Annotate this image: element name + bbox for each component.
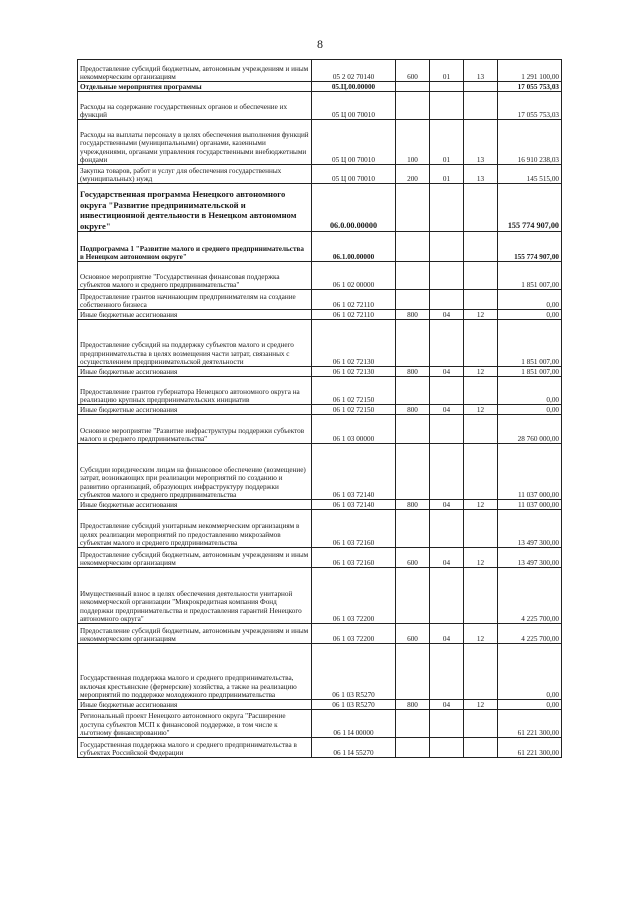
row-expense-type [396, 738, 430, 758]
table-row [78, 624, 562, 644]
row-code: 06 1 03 72140 [312, 444, 396, 500]
row-section [430, 377, 464, 405]
row-section [430, 510, 464, 548]
table-row [78, 738, 562, 758]
row-section: 04 [430, 548, 464, 568]
table-row [78, 82, 562, 92]
table-row [78, 500, 562, 510]
row-subsection [464, 232, 498, 262]
table-row [78, 120, 562, 165]
row-subsection [464, 262, 498, 290]
row-code: 06.1.00.00000 [312, 232, 396, 262]
table-row [78, 310, 562, 320]
row-section [430, 738, 464, 758]
row-expense-type: 200 [396, 165, 430, 184]
row-amount: 17 055 753,03 [498, 82, 562, 92]
row-expense-type: 800 [396, 367, 430, 377]
row-code: 06 1 03 72160 [312, 548, 396, 568]
table-row [78, 92, 562, 120]
row-code: 06 1 02 72130 [312, 320, 396, 367]
row-code: 06 1 03 72160 [312, 510, 396, 548]
row-code: 06 1 02 72110 [312, 290, 396, 310]
row-code: 06 1 03 72200 [312, 624, 396, 644]
row-section: 01 [430, 120, 464, 165]
row-code: 05.Ц.00.00000 [312, 82, 396, 92]
row-expense-type [396, 82, 430, 92]
row-subsection: 12 [464, 367, 498, 377]
row-code: 05 Ц 00 70010 [312, 120, 396, 165]
row-code: 06 1 02 72130 [312, 367, 396, 377]
row-code: 06 1 03 R5270 [312, 700, 396, 710]
row-expense-type [396, 92, 430, 120]
row-subsection: 12 [464, 700, 498, 710]
row-name: Основное мероприятие "Государственная финансовая поддержка субъектов малого и среднего предпринимательства" [78, 262, 312, 290]
row-amount: 0,00 [498, 290, 562, 310]
row-section [430, 262, 464, 290]
row-code: 06 1 02 72150 [312, 377, 396, 405]
row-subsection [464, 92, 498, 120]
row-expense-type [396, 262, 430, 290]
row-expense-type: 800 [396, 310, 430, 320]
table-row [78, 548, 562, 568]
row-section [430, 92, 464, 120]
row-name: Расходы на содержание государственных органов и обеспечение их функций [78, 92, 312, 120]
row-amount: 11 037 000,00 [498, 500, 562, 510]
row-code: 06 1 02 00000 [312, 262, 396, 290]
row-section: 01 [430, 165, 464, 184]
row-expense-type: 100 [396, 120, 430, 165]
row-amount: 4 225 700,00 [498, 568, 562, 624]
row-amount: 13 497 300,00 [498, 510, 562, 548]
row-subsection [464, 82, 498, 92]
row-amount: 61 221 300,00 [498, 738, 562, 758]
table-row [78, 415, 562, 444]
row-subsection [464, 415, 498, 444]
row-code: 06 1 03 72200 [312, 568, 396, 624]
row-section [430, 320, 464, 367]
row-amount: 0,00 [498, 377, 562, 405]
row-code: 06.0.00.00000 [312, 184, 396, 232]
row-amount: 0,00 [498, 405, 562, 415]
row-subsection: 12 [464, 500, 498, 510]
row-subsection: 13 [464, 120, 498, 165]
table-row [78, 165, 562, 184]
row-section [430, 710, 464, 738]
budget-table-body [78, 60, 562, 758]
row-section: 04 [430, 624, 464, 644]
row-expense-type [396, 710, 430, 738]
table-row [78, 184, 562, 232]
table-row [78, 405, 562, 415]
table-row [78, 710, 562, 738]
row-code: 05 2 02 70140 [312, 60, 396, 82]
row-expense-type: 600 [396, 60, 430, 82]
row-expense-type: 600 [396, 548, 430, 568]
row-name: Государственная поддержка малого и среднего предпринимательства, включая крестьянские (фермерские) хозяйства, а также на реализацию мероприятий по поддержке молодежного предпринимательства [78, 644, 312, 700]
row-amount: 1 851 007,00 [498, 320, 562, 367]
row-name: Отдельные мероприятия программы [78, 82, 312, 92]
row-section [430, 444, 464, 500]
row-code: 06 1 03 00000 [312, 415, 396, 444]
row-name: Иные бюджетные ассигнования [78, 367, 312, 377]
row-section: 04 [430, 405, 464, 415]
row-name: Предоставление субсидий бюджетным, автономным учреждениям и иным некоммерческим организациям [78, 624, 312, 644]
row-code: 05 Ц 00 70010 [312, 92, 396, 120]
row-section: 04 [430, 500, 464, 510]
row-section [430, 232, 464, 262]
row-expense-type [396, 320, 430, 367]
row-amount: 13 497 300,00 [498, 548, 562, 568]
row-name: Имущественный взнос в целях обеспечения деятельности унитарной некоммерческой организации "Микрокредитная компания Фонд поддержки предпринимательства и предоставления гарантий Ненецкого автономного округа" [78, 568, 312, 624]
row-subsection [464, 568, 498, 624]
row-subsection: 12 [464, 548, 498, 568]
row-amount: 0,00 [498, 644, 562, 700]
row-name: Расходы на выплаты персоналу в целях обеспечения выполнения функций государственными (муниципальными) органами, казенными учреждениями, органами управления государственными внебюджетными фондами [78, 120, 312, 165]
row-expense-type [396, 290, 430, 310]
row-expense-type [396, 568, 430, 624]
row-amount: 28 760 000,00 [498, 415, 562, 444]
row-amount: 1 851 007,00 [498, 262, 562, 290]
row-subsection [464, 320, 498, 367]
table-row [78, 232, 562, 262]
row-subsection: 12 [464, 310, 498, 320]
row-code: 06 1 03 72140 [312, 500, 396, 510]
page-number: 8 [317, 37, 323, 51]
row-amount: 61 221 300,00 [498, 710, 562, 738]
row-name: Предоставление субсидий унитарным некоммерческим организациям в целях реализации мероприятий по предоставлению микрозаймов субъектам малого и среднего предпринимательства [78, 510, 312, 548]
table-row [78, 510, 562, 548]
row-subsection [464, 290, 498, 310]
row-amount: 17 055 753,03 [498, 92, 562, 120]
table-row [78, 644, 562, 700]
row-subsection [464, 377, 498, 405]
row-section: 04 [430, 700, 464, 710]
budget-table [77, 59, 562, 758]
row-subsection: 12 [464, 624, 498, 644]
row-code: 05 Ц 00 70010 [312, 165, 396, 184]
row-amount: 0,00 [498, 700, 562, 710]
row-expense-type [396, 377, 430, 405]
row-section [430, 568, 464, 624]
row-section: 04 [430, 367, 464, 377]
row-amount: 155 774 907,00 [498, 184, 562, 232]
row-name: Предоставление субсидий бюджетным, автономным учреждениям и иным некоммерческим организациям [78, 548, 312, 568]
row-name: Иные бюджетные ассигнования [78, 500, 312, 510]
row-expense-type: 800 [396, 500, 430, 510]
row-amount: 4 225 700,00 [498, 624, 562, 644]
row-amount: 0,00 [498, 310, 562, 320]
row-subsection [464, 644, 498, 700]
row-section: 04 [430, 310, 464, 320]
row-expense-type [396, 184, 430, 232]
row-expense-type [396, 510, 430, 548]
row-expense-type: 600 [396, 624, 430, 644]
row-name: Иные бюджетные ассигнования [78, 310, 312, 320]
row-section [430, 644, 464, 700]
row-name: Предоставление грантов начинающим предпринимателям на создание собственного бизнеса [78, 290, 312, 310]
row-name: Субсидии юридическим лицам на финансовое обеспечение (возмещение) затрат, возникающих при реализации мероприятий по созданию и развитию организаций, образующих инфраструктуру поддержки субъектов малого и среднего предпринимательства [78, 444, 312, 500]
row-section: 01 [430, 60, 464, 82]
row-code: 06 1 02 72110 [312, 310, 396, 320]
row-name: Закупка товаров, работ и услуг для обеспечения государственных (муниципальных) нужд [78, 165, 312, 184]
row-name: Предоставление субсидий бюджетным, автономным учреждениям и иным некоммерческим организациям [78, 60, 312, 82]
row-expense-type [396, 444, 430, 500]
row-name: Иные бюджетные ассигнования [78, 700, 312, 710]
row-expense-type [396, 644, 430, 700]
row-name: Государственная поддержка малого и среднего предпринимательства в субъектах Российской Федерации [78, 738, 312, 758]
row-subsection: 13 [464, 165, 498, 184]
row-name: Региональный проект Ненецкого автономного округа "Расширение доступа субъектов МСП к финансовой поддержке, в том числе к льготному финансированию" [78, 710, 312, 738]
table-row [78, 290, 562, 310]
row-name: Государственная программа Ненецкого автономного округа "Развитие предпринимательской и инвестиционной деятельности в Ненецком автономном округе" [78, 184, 312, 232]
row-subsection [464, 738, 498, 758]
row-amount: 145 515,00 [498, 165, 562, 184]
row-name: Подпрограмма 1 "Развитие малого и среднего предпринимательства в Ненецком автономном округе" [78, 232, 312, 262]
row-expense-type: 800 [396, 700, 430, 710]
table-row [78, 262, 562, 290]
table-row [78, 444, 562, 500]
row-subsection: 13 [464, 60, 498, 82]
row-section [430, 290, 464, 310]
row-expense-type: 800 [396, 405, 430, 415]
row-amount: 1 291 100,00 [498, 60, 562, 82]
row-name: Иные бюджетные ассигнования [78, 405, 312, 415]
row-subsection [464, 510, 498, 548]
row-expense-type [396, 232, 430, 262]
row-subsection [464, 444, 498, 500]
row-code: 06 1 03 R5270 [312, 644, 396, 700]
row-amount: 155 774 907,00 [498, 232, 562, 262]
table-row [78, 377, 562, 405]
row-subsection [464, 710, 498, 738]
row-expense-type [396, 415, 430, 444]
row-code: 06 1 I4 55270 [312, 738, 396, 758]
row-amount: 16 910 238,03 [498, 120, 562, 165]
row-section [430, 82, 464, 92]
table-row [78, 367, 562, 377]
row-name: Предоставление субсидий на поддержку субъектов малого и среднего предпринимательства в целях возмещения части затрат, связанных с осуществлением предпринимательской деятельности [78, 320, 312, 367]
row-section [430, 184, 464, 232]
row-amount: 11 037 000,00 [498, 444, 562, 500]
row-name: Основное мероприятие "Развитие инфраструктуры поддержки субъектов малого и среднего предпринимательства" [78, 415, 312, 444]
table-row [78, 568, 562, 624]
row-subsection: 12 [464, 405, 498, 415]
row-subsection [464, 184, 498, 232]
row-code: 06 1 02 72150 [312, 405, 396, 415]
row-amount: 1 851 007,00 [498, 367, 562, 377]
row-name: Предоставление грантов губернатора Ненецкого автономного округа на реализацию крупных предпринимательских инициатив [78, 377, 312, 405]
table-row [78, 320, 562, 367]
row-code: 06 1 I4 00000 [312, 710, 396, 738]
table-row [78, 700, 562, 710]
row-section [430, 415, 464, 444]
table-row [78, 60, 562, 82]
